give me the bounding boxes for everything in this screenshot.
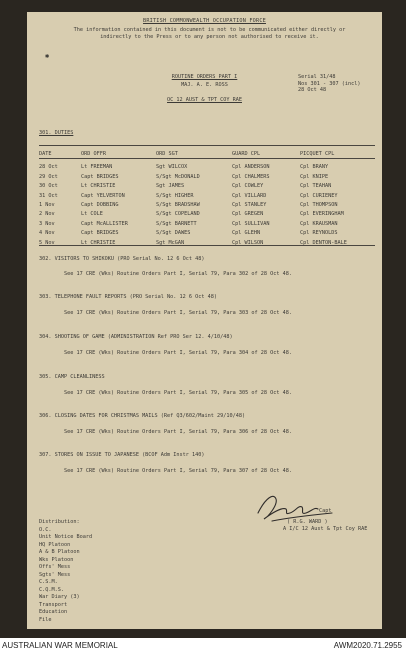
duty-picquet-cpl: Cpl DENTON-BALE (300, 239, 347, 246)
duties-row (39, 182, 375, 191)
duties-row (39, 219, 375, 228)
distribution-label: Distribution: (39, 519, 80, 525)
section-302-heading: 302. VISITORS TO SHIKOKU (PRO Serial No. 12 6 Oct 48) (39, 256, 205, 262)
section-307-heading: 307. STORES ON ISSUE TO JAPANESE (BCOF Adm Instr 140) (39, 452, 205, 458)
serial-block (298, 74, 368, 94)
header-ord-sgt: ORD SGT (156, 150, 178, 157)
section-303-heading: 303. TELEPHONE FAULT REPORTS (PRO Serial No. 12 6 Oct 48) (39, 294, 218, 300)
star-mark-icon: ✱ (45, 52, 50, 60)
header-ord-offr: ORD OFFR (81, 150, 106, 157)
duty-picquet-cpl: Cpl REYNOLDS (300, 230, 338, 237)
table-rule-top (39, 145, 375, 146)
duty-guard-cpl: Cpl GREGEN (232, 211, 264, 218)
duty-guard-cpl: Cpl COWLEY (232, 183, 264, 190)
header-picquet-cpl: PICQUET CPL (300, 150, 335, 157)
duty-ord-sgt: Sgt WILCOX (156, 164, 188, 171)
order-numbers: Nos 301 - 307 (incl) (298, 80, 361, 87)
duties-row (39, 210, 375, 219)
duties-row (39, 172, 375, 181)
duty-guard-cpl: Cpl CHALMERS (232, 173, 270, 180)
distribution-item: War Diary (3) (39, 594, 80, 601)
section-303-body: See 17 CRE (Wks) Routine Orders Part I, Serial 79, Para 303 of 28 Oct 48. (64, 310, 292, 316)
unit-line: OC 12 AUST & TPT COY RAE (167, 97, 242, 103)
section-305-heading: 305. CAMP CLEANLINESS (39, 374, 105, 380)
duties-body (39, 159, 375, 248)
duty-ord-offr: Lt CHRISTIE (81, 183, 116, 190)
footer-institution: AUSTRALIAN WAR MEMORIAL (2, 641, 118, 650)
duty-picquet-cpl: Cpl BRANY (300, 164, 329, 171)
duty-picquet-cpl: Cpl THOMPSON (300, 202, 338, 208)
duty-ord-offr: Lt COLE (81, 211, 103, 218)
signatory-unit: A I/C 12 Aust & Tpt Coy RAE (283, 526, 368, 532)
distribution-item: Education (39, 609, 68, 616)
duty-ord-sgt: S/Sgt DAWES (156, 230, 191, 237)
duty-date: 3 Nov (39, 220, 55, 227)
duties-table (39, 149, 375, 248)
issued-by: MAJ. A. E. ROSS (181, 82, 228, 88)
distribution-items (39, 527, 92, 625)
duty-ord-offr: Capt DOBBING (81, 202, 119, 208)
distribution-item: A & B Platoon (39, 549, 80, 556)
distribution-item: Unit Notice Board (39, 534, 93, 541)
duty-ord-offr: Capt McALLISTER (81, 220, 128, 227)
distribution-item: Wks Platoon (39, 556, 74, 563)
duty-ord-sgt: Sgt JAMES (156, 183, 185, 190)
duty-ord-offr: Capt BRIDGES (81, 173, 119, 180)
duty-ord-sgt: S/Sgt COPELAND (156, 211, 200, 218)
duty-date: 28 Oct (39, 164, 58, 171)
section-305-body: See 17 CRE (Wks) Routine Orders Part I, Serial 79, Para 305 of 28 Oct 48. (64, 390, 292, 396)
section-304-body: See 17 CRE (Wks) Routine Orders Part I, Serial 79, Para 304 of 28 Oct 48. (64, 350, 292, 356)
serial-number: Serial 31/48 (298, 74, 336, 80)
distribution-item: File (39, 616, 52, 623)
duty-guard-cpl: Cpl ANDERSON (232, 164, 270, 171)
duty-ord-sgt: S/Sgt HIGHER (156, 192, 194, 199)
duty-date: 1 Nov (39, 202, 55, 208)
duty-ord-sgt: Sgt McGAN (156, 239, 185, 246)
distribution-item: Offs' Mess (39, 564, 71, 571)
duty-picquet-cpl: Cpl CURIENEY (300, 192, 338, 199)
distribution-item: O.C. (39, 526, 52, 533)
distribution-item: C.Q.M.S. (39, 586, 64, 593)
distribution-item: C.S.M. (39, 579, 58, 586)
section-306-body: See 17 CRE (Wks) Routine Orders Part I, Serial 79, Para 306 of 28 Oct 48. (64, 429, 292, 435)
duty-guard-cpl: Cpl STANLEY (232, 202, 267, 208)
duty-ord-sgt: S/Sgt McDONALD (156, 173, 200, 180)
duty-ord-offr: Lt FREEMAN (81, 164, 113, 171)
duty-guard-cpl: Cpl GLEHN (232, 230, 261, 237)
duties-row (39, 201, 375, 210)
section-302-body: See 17 CRE (Wks) Routine Orders Part I, Serial 79, Para 302 of 28 Oct 48. (64, 271, 292, 277)
duty-ord-offr: Capt YELVERTON (81, 192, 125, 199)
duty-ord-offr: Capt BRIDGES (81, 230, 119, 237)
order-date: 28 Oct 48 (298, 87, 327, 93)
duty-date: 4 Nov (39, 230, 55, 237)
section-307-body: See 17 CRE (Wks) Routine Orders Part I, Serial 79, Para 307 of 28 Oct 48. (64, 468, 292, 474)
duties-row (39, 191, 375, 200)
duty-date: 30 Oct (39, 183, 58, 190)
duty-ord-offr: Lt CHRISTIE (81, 239, 116, 246)
duty-ord-sgt: S/Sgt BARNETT (156, 220, 197, 227)
classification-heading: BRITISH COMMONWEALTH OCCUPATION FORCE (143, 18, 266, 24)
security-notice: The information contained in this document is not to be communicated either directly or indirectly to the Press or to any person not authorised to receive it. (73, 27, 346, 40)
duties-header-row (39, 149, 375, 159)
duty-guard-cpl: Cpl VILLARD (232, 192, 267, 199)
duty-date: 31 Oct (39, 192, 58, 199)
order-title: ROUTINE ORDERS PART I (171, 74, 238, 80)
duty-picquet-cpl: Cpl KRAUSMAN (300, 220, 338, 227)
duty-picquet-cpl: Cpl EVERINGHAM (300, 211, 344, 218)
duties-heading: 301. DUTIES (39, 130, 74, 136)
duties-row (39, 229, 375, 238)
duty-guard-cpl: Cpl SULLIVAN (232, 220, 270, 227)
duty-date: 29 Oct (39, 173, 58, 180)
duty-guard-cpl: Cpl WILSON (232, 239, 264, 246)
section-304-heading: 304. SHOOTING OF GAME (ADMINISTRATION Ref PRO Ser 12. 4/10/48) (39, 334, 233, 340)
duty-picquet-cpl: Cpl KNIPE (300, 173, 329, 180)
section-306-heading: 306. CLOSING DATES FOR CHRISTMAS MAILS (Ref Q3/602/Maint 29/10/48) (39, 413, 246, 419)
duty-date: 2 Nov (39, 211, 55, 218)
signatory-name: ( R.G. WARD ) (287, 519, 328, 525)
document-page (27, 12, 382, 629)
duties-row (39, 238, 375, 247)
signatory-rank: Capt (319, 508, 332, 514)
footer-accession-number: AWM2020.71.2955 (333, 641, 402, 650)
distribution-list (39, 519, 92, 624)
header-date: DATE (39, 150, 52, 157)
distribution-item: HQ Platoon (39, 541, 71, 548)
duty-ord-sgt: S/Sgt BRADSHAW (156, 202, 200, 208)
duty-date: 5 Nov (39, 239, 55, 246)
distribution-item: Sgts' Mess (39, 571, 71, 578)
header-guard-cpl: GUARD CPL (232, 150, 261, 157)
distribution-item: Transport (39, 601, 68, 608)
duties-row (39, 163, 375, 172)
duty-picquet-cpl: Cpl TEAHAN (300, 183, 332, 190)
